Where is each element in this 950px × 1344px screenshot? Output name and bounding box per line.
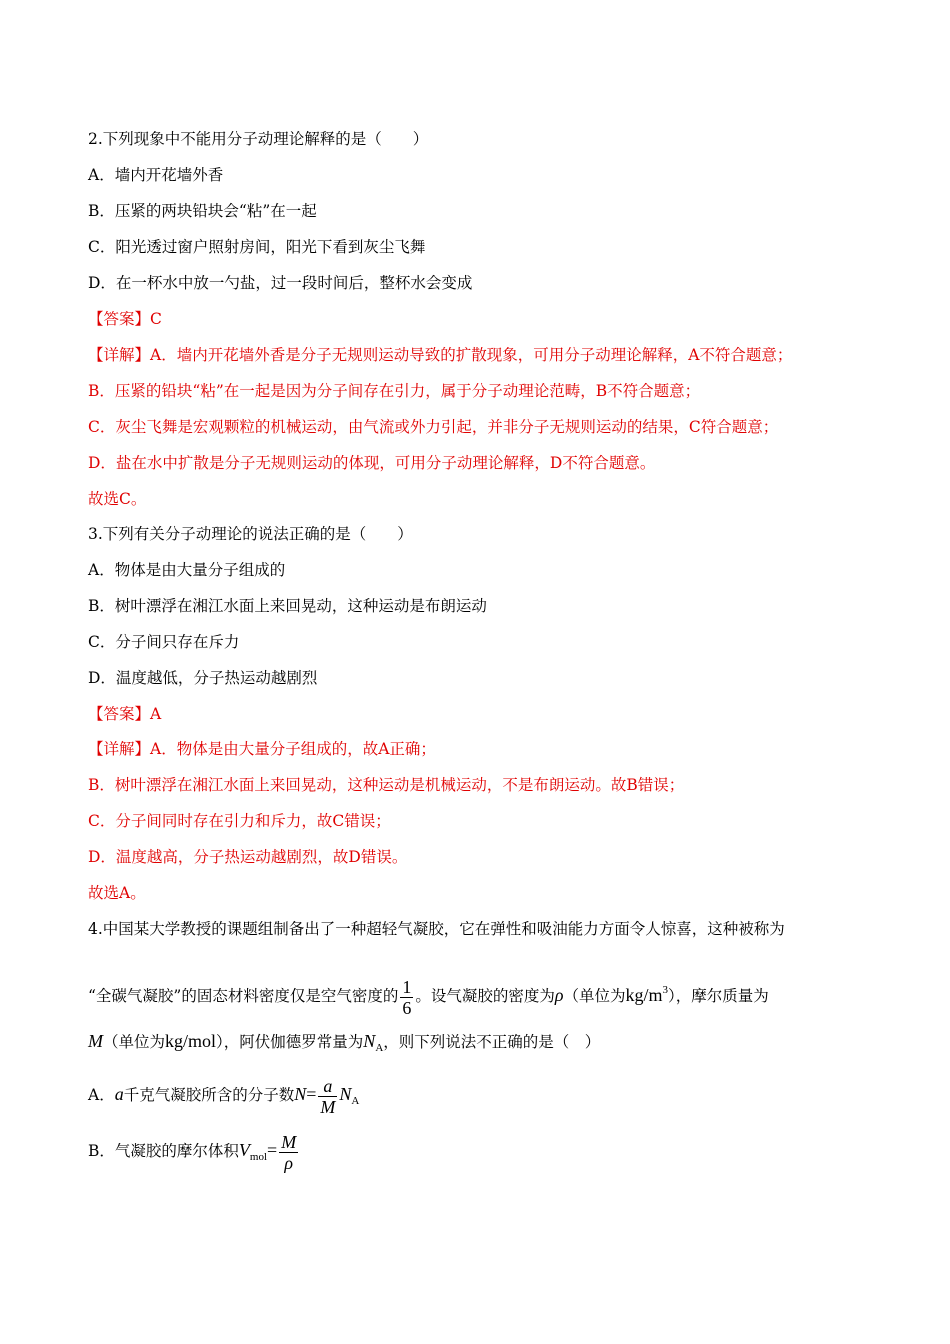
q4-stem-text-g: ，则下列说法不正确的是（ ）	[383, 1033, 601, 1051]
q4-avogadro-subscript: A	[375, 1042, 384, 1054]
q4-density-unit-exponent: 3	[662, 984, 669, 996]
q4-option-b-numerator: M	[281, 1131, 297, 1152]
q2-option-c: C．阳光透过窗户照射房间，阳光下看到灰尘飞舞	[88, 238, 426, 256]
q4-option-a-avogadro: N	[339, 1084, 352, 1104]
q4-option-b-volume: V	[238, 1140, 250, 1160]
q4-stem-line1: 4.中国某大学教授的课题组制备出了一种超轻气凝胶，它在弹性和吸油能力方面令人惊喜，这种被称为	[88, 920, 785, 938]
q2-answer: 【答案】C	[88, 310, 162, 328]
q3-option-c: C．分子间只存在斥力	[88, 633, 240, 651]
q2-detail-c: C．灰尘飞舞是宏观颗粒的机械运动，由气流或外力引起，并非分子无规则运动的结果，C符合题意；	[88, 418, 779, 436]
q4-option-b-fraction	[279, 1132, 298, 1173]
q2-option-d: D．在一杯水中放一勺盐，过一段时间后，整杯水会变成	[88, 274, 473, 292]
q4-option-a-text: 千克气凝胶所含的分子数	[123, 1086, 295, 1104]
q4-option-a-label: A．	[88, 1086, 115, 1104]
q4-option-a-var-a: a	[114, 1084, 124, 1104]
q4-option-a-avogadro-subscript: A	[351, 1095, 360, 1107]
q4-option-b-denominator: ρ	[284, 1152, 293, 1173]
q4-stem-text-b: 。设气凝胶的密度为	[415, 987, 555, 1005]
q2-option-a: A．墙内开花墙外香	[88, 166, 224, 184]
q4-molar-unit: kg/mol	[165, 1031, 217, 1051]
q3-option-a: A．物体是由大量分子组成的	[88, 561, 286, 579]
q4-option-b	[88, 1128, 300, 1179]
q4-rho-symbol: ρ	[554, 985, 564, 1005]
q4-option-a-denominator: M	[320, 1096, 336, 1117]
q4-option-a	[88, 1072, 359, 1123]
q4-option-b-volume-subscript: mol	[249, 1151, 268, 1163]
q2-detail-d: D．盐在水中扩散是分子无规则运动的体现，可用分子动理论解释，D不符合题意。	[88, 454, 656, 472]
q3-option-d: D．温度越低，分子热运动越剧烈	[88, 669, 318, 687]
q2-conclusion: 故选C。	[88, 490, 147, 508]
q2-detail-b: B．压紧的铅块“粘”在一起是因为分子间存在引力，属于分子动理论范畴，B不符合题意；	[88, 382, 701, 400]
q4-stem-line2	[88, 968, 769, 1018]
q4-fraction-denominator: 6	[402, 997, 412, 1018]
q4-option-b-equals: =	[267, 1140, 278, 1160]
q4-avogadro-symbol: N	[363, 1031, 376, 1051]
q3-conclusion: 故选A。	[88, 884, 146, 902]
q4-option-a-lhs: N	[294, 1084, 307, 1104]
q4-option-a-fraction	[318, 1076, 337, 1117]
q4-stem-text-e: （单位为	[103, 1033, 166, 1051]
q3-detail-b: B．树叶漂浮在湘江水面上来回晃动，这种运动是机械运动，不是布朗运动。故B错误；	[88, 776, 685, 794]
q2-option-b: B．压紧的两块铅块会“粘”在一起	[88, 202, 317, 220]
q4-density-unit: kg/m	[625, 985, 663, 1005]
q4-option-a-equals: =	[306, 1084, 317, 1104]
q4-stem-line3	[88, 1030, 600, 1059]
q4-stem-text-f: ），阿伏伽德罗常量为	[216, 1033, 364, 1051]
q2-detail-a: 【详解】A．墙内开花墙外香是分子无规则运动导致的扩散现象，可用分子动理论解释，A不符合题意；	[88, 346, 793, 364]
q3-detail-d: D．温度越高，分子热运动越剧烈，故D错误。	[88, 848, 408, 866]
q4-option-b-text: B．气凝胶的摩尔体积	[88, 1142, 239, 1160]
q4-fraction-one-sixth	[400, 977, 413, 1018]
q4-fraction-numerator: 1	[402, 976, 412, 997]
q4-stem-text-d: ），摩尔质量为	[668, 987, 769, 1005]
q3-detail-a: 【详解】A．物体是由大量分子组成的，故A正确；	[88, 740, 436, 758]
q3-answer: 【答案】A	[88, 705, 162, 723]
q3-detail-c: C．分子间同时存在引力和斥力，故C错误；	[88, 812, 391, 830]
q3-option-b: B．树叶漂浮在湘江水面上来回晃动，这种运动是布朗运动	[88, 597, 487, 615]
q2-stem: 2.下列现象中不能用分子动理论解释的是（ ）	[88, 130, 429, 148]
q4-molar-mass-symbol: M	[88, 1031, 103, 1051]
q4-stem-text-c: （单位为	[563, 987, 626, 1005]
q4-option-a-numerator: a	[318, 1076, 337, 1097]
q3-stem: 3.下列有关分子动理论的说法正确的是（ ）	[88, 525, 413, 543]
q4-stem-text-a: “全碳气凝胶”的固态材料密度仅是空气密度的	[88, 987, 399, 1005]
